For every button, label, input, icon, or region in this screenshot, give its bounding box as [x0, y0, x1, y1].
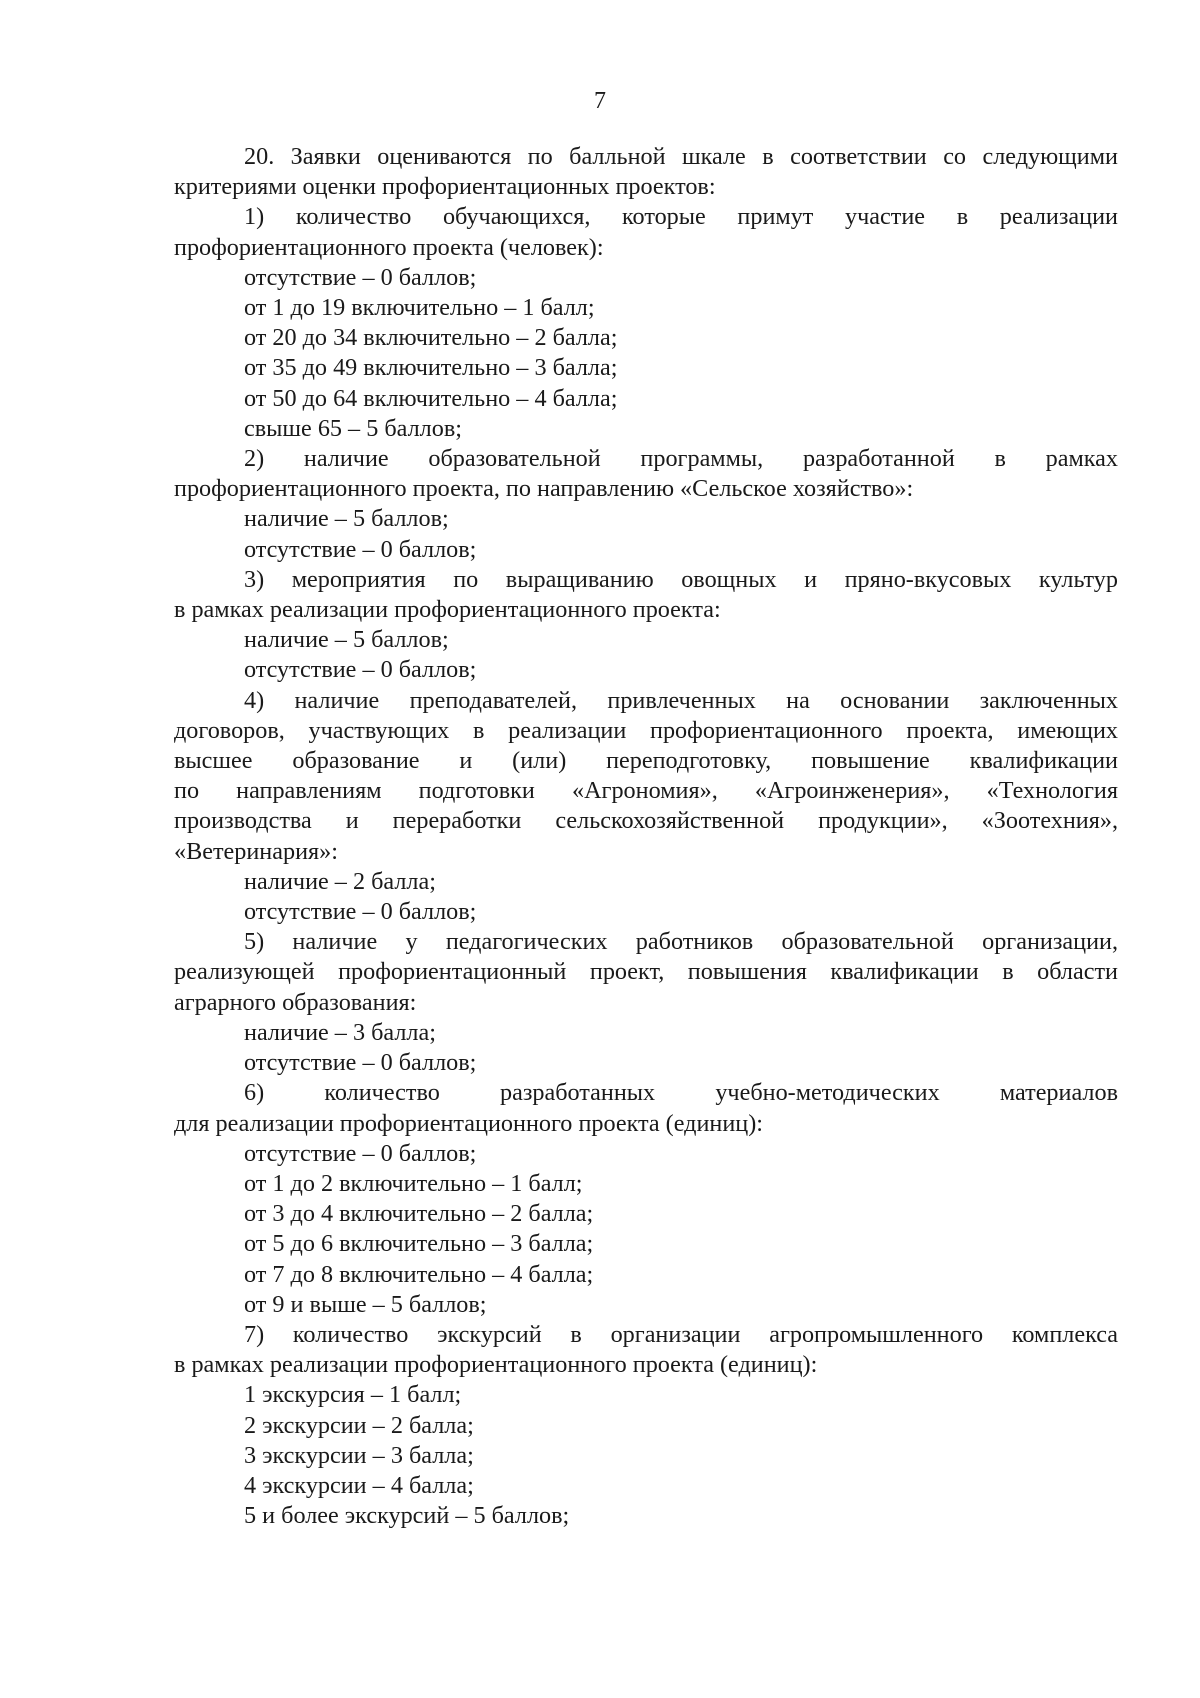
score-item: наличие – 3 балла; — [244, 1018, 436, 1046]
score-item: от 1 до 19 включительно – 1 балл; — [244, 294, 595, 322]
criterion-2 — [174, 444, 1118, 565]
criterion-text-line: 4) наличие преподавателей, привлеченных на основании заключенных — [244, 686, 1118, 714]
criterion-5 — [174, 927, 1118, 1078]
criterion-text-line: профориентационного проекта (человек): — [174, 233, 604, 261]
score-item: 4 экскурсии – 4 балла; — [244, 1471, 474, 1499]
criterion-text-line: в рамках реализации профориентационного проекта (единиц): — [174, 1351, 818, 1379]
score-item: от 7 до 8 включительно – 4 балла; — [244, 1260, 594, 1288]
score-item: от 9 и выше – 5 баллов; — [244, 1290, 487, 1318]
criterion-6 — [174, 1078, 1118, 1320]
score-item: 1 экскурсия – 1 балл; — [244, 1381, 462, 1409]
score-item: 2 экскурсии – 2 балла; — [244, 1411, 474, 1439]
criterion-text-line: 6) количество разработанных учебно-методических материалов — [244, 1079, 1118, 1107]
criterion-4 — [174, 686, 1118, 928]
intro-line: критериями оценки профориентационных проектов: — [174, 173, 716, 201]
score-item: наличие – 5 баллов; — [244, 505, 449, 533]
criterion-text-line: профориентационного проекта, по направлению «Сельское хозяйство»: — [174, 475, 914, 503]
score-item: наличие – 5 баллов; — [244, 626, 449, 654]
intro-line: 20. Заявки оцениваются по балльной шкале в соответствии со следующими — [244, 143, 1118, 170]
score-item: от 3 до 4 включительно – 2 балла; — [244, 1200, 594, 1228]
score-item: отсутствие – 0 баллов; — [244, 535, 477, 563]
criterion-text-line: «Ветеринария»: — [174, 837, 338, 865]
score-item: от 35 до 49 включительно – 3 балла; — [244, 354, 618, 382]
score-item: 5 и более экскурсий – 5 баллов; — [244, 1502, 570, 1530]
score-item: от 5 до 6 включительно – 3 балла; — [244, 1230, 594, 1258]
score-item: отсутствие – 0 баллов; — [244, 263, 477, 291]
score-item: отсутствие – 0 баллов; — [244, 1139, 477, 1167]
criterion-text-line: реализующей профориентационный проект, повышения квалификации в области — [174, 958, 1118, 986]
criterion-text-line: 7) количество экскурсий в организации агропромышленного комплекса — [244, 1320, 1118, 1348]
document-body — [174, 142, 1118, 1531]
criterion-text-line: 5) наличие у педагогических работников образовательной организации, — [244, 928, 1118, 956]
criterion-text-line: для реализации профориентационного проекта (единиц): — [174, 1109, 764, 1137]
page-number: 7 — [594, 88, 606, 114]
criteria-list — [174, 202, 1118, 1531]
criterion-text-line: 1) количество обучающихся, которые примут участие в реализации — [244, 203, 1118, 231]
score-item: 3 экскурсии – 3 балла; — [244, 1441, 474, 1469]
criterion-text-line: аграрного образования: — [174, 988, 417, 1016]
score-item: отсутствие – 0 баллов; — [244, 898, 477, 926]
score-item: свыше 65 – 5 баллов; — [244, 414, 462, 442]
criterion-text-line: высшее образование и (или) переподготовку, повышение квалификации — [174, 747, 1118, 775]
criterion-text-line: по направлениям подготовки «Агрономия», «Агроинженерия», «Технология — [174, 777, 1118, 805]
criterion-text-line: производства и переработки сельскохозяйственной продукции», «Зоотехния», — [174, 807, 1118, 835]
score-item: наличие – 2 балла; — [244, 867, 436, 895]
criterion-text-line: договоров, участвующих в реализации профориентационного проекта, имеющих — [174, 716, 1118, 744]
criterion-text-line: в рамках реализации профориентационного проекта: — [174, 596, 721, 624]
score-item: отсутствие – 0 баллов; — [244, 1049, 477, 1077]
criterion-1 — [174, 202, 1118, 444]
score-item: от 50 до 64 включительно – 4 балла; — [244, 384, 618, 412]
criterion-3 — [174, 565, 1118, 686]
criterion-text-line: 3) мероприятия по выращиванию овощных и пряно-вкусовых культур — [244, 565, 1118, 593]
score-item: от 20 до 34 включительно – 2 балла; — [244, 324, 618, 352]
score-item: отсутствие – 0 баллов; — [244, 656, 477, 684]
criterion-7 — [174, 1320, 1118, 1531]
criterion-text-line: 2) наличие образовательной программы, разработанной в рамках — [244, 445, 1118, 473]
score-item: от 1 до 2 включительно – 1 балл; — [244, 1169, 583, 1197]
